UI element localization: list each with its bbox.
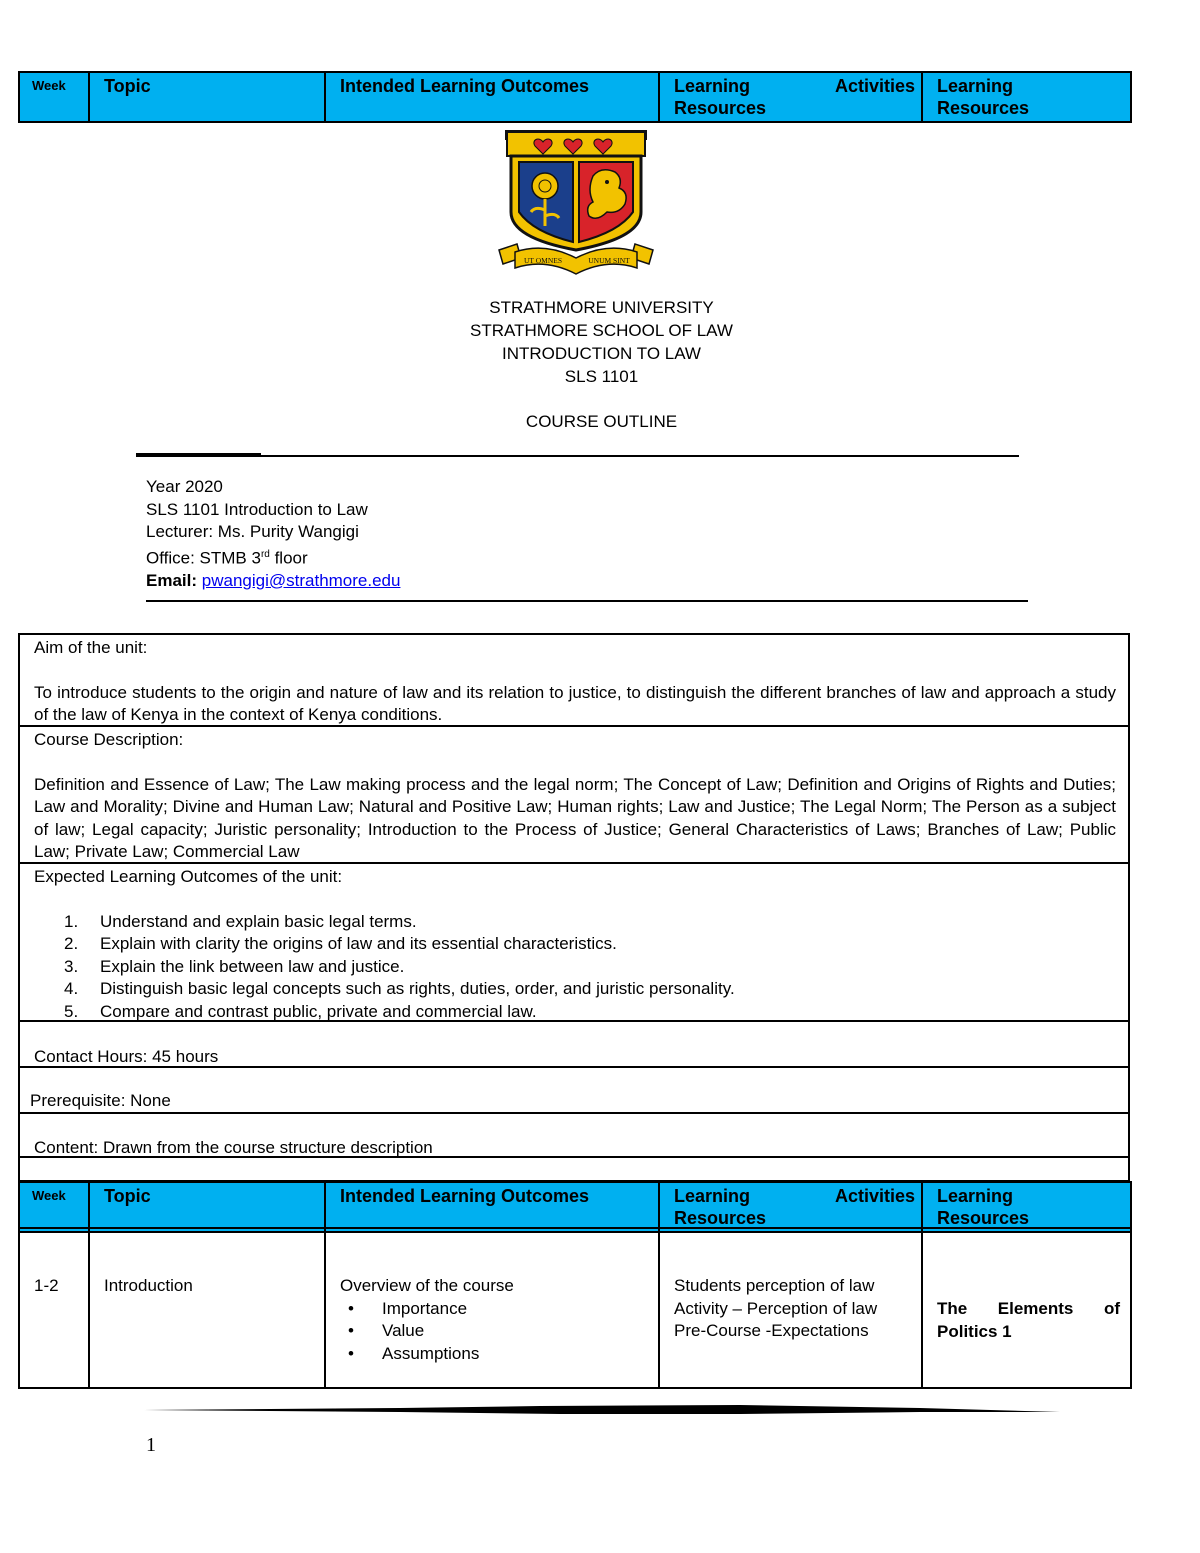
list-item: 3. Explain the link between law and justice. xyxy=(64,956,405,976)
aim-text: To introduce students to the origin and nature of law and its relation to justice, to distinguish the different branches of law and approach a study of the law of Kenya in the context of Kenya conditions. xyxy=(34,682,1116,725)
outcomes-section xyxy=(20,864,1128,1022)
title-block xyxy=(0,296,1200,433)
document-type: COURSE OUTLINE xyxy=(525,412,678,431)
header-table-schedule xyxy=(18,1181,1132,1233)
page-number: 1 xyxy=(146,1434,156,1456)
col-topic: Topic xyxy=(89,1182,325,1232)
description-text: Definition and Essence of Law; The Law making process and the legal norm; The Concept of Law; Definition and Origins of Rights and Duties; Law and Morality; Divine and Human Law; Natural and Positive Law; Human rights; Law and Justice; The Legal Norm; The Person as a subject of law; Legal capacity; Juristic personality; Introduction to the Process of Justice; General Characteristics of Laws; Branches of Law; Public Law; Private Law; Commercial Law xyxy=(34,774,1116,862)
course-line: SLS 1101 Introduction to Law xyxy=(146,499,368,519)
year: Year 2020 xyxy=(146,477,223,496)
table-row xyxy=(19,1228,1131,1388)
description-section xyxy=(20,727,1128,864)
spacer-row xyxy=(18,1156,1130,1182)
col-resources: Learning Resources xyxy=(922,1182,1131,1232)
prerequisite: Prerequisite: None xyxy=(30,1091,171,1110)
col-activities: Learning Activities Resources xyxy=(659,1182,922,1232)
school-name: STRATHMORE SCHOOL OF LAW xyxy=(470,321,733,340)
row-topic: Introduction xyxy=(89,1228,325,1388)
university-crest-logo xyxy=(497,126,655,278)
svg-text:UNUM SINT: UNUM SINT xyxy=(588,256,630,265)
list-item: • Assumptions xyxy=(340,1343,646,1366)
contact-hours: Contact Hours: 45 hours xyxy=(34,1047,219,1066)
aim-heading: Aim of the unit: xyxy=(34,638,148,657)
list-item: 2. Explain with clarity the origins of law and its essential characteristics. xyxy=(64,934,617,954)
row-outcomes: Overview of the course • Importance • Value • Assumptions xyxy=(325,1228,659,1388)
row-week: 1-2 xyxy=(19,1228,89,1388)
email-link[interactable]: pwangigi@strathmore.edu xyxy=(201,570,401,590)
divider xyxy=(146,600,1028,602)
outcomes-list xyxy=(34,911,1116,1024)
footer-divider xyxy=(140,1400,1064,1420)
description-heading: Course Description: xyxy=(34,730,184,749)
header-table-top xyxy=(18,71,1132,123)
contact-hours-section xyxy=(20,1022,1128,1068)
prerequisite-section xyxy=(20,1068,1128,1114)
list-item: • Importance xyxy=(340,1298,646,1321)
course-code: SLS 1101 xyxy=(564,367,639,386)
office: Office: STMB 3rd floor xyxy=(146,548,308,568)
course-info xyxy=(146,476,400,592)
svg-text:UT OMNES: UT OMNES xyxy=(524,256,562,265)
content-section xyxy=(20,1114,1128,1160)
course-details-box xyxy=(18,633,1130,1158)
col-resources: Learning Resources xyxy=(922,72,1131,122)
col-week: Week xyxy=(19,1182,89,1232)
row-resources: The Elements of Politics 1 xyxy=(922,1228,1131,1388)
divider xyxy=(136,455,1019,457)
content: Content: Drawn from the course structure description xyxy=(34,1138,433,1157)
col-activities: Learning Activities Resources xyxy=(659,72,922,122)
col-outcomes: Intended Learning Outcomes xyxy=(325,72,659,122)
university-name: STRATHMORE UNIVERSITY xyxy=(489,298,714,317)
list-item: 4. Distinguish basic legal concepts such as rights, duties, order, and juristic personality. xyxy=(64,979,735,999)
col-topic: Topic xyxy=(89,72,325,122)
course-name: INTRODUCTION TO LAW xyxy=(502,344,701,363)
col-week: Week xyxy=(19,72,89,122)
row-activities: Students perception of law Activity – Perception of law Pre-Course -Expectations xyxy=(659,1228,922,1388)
schedule-table xyxy=(18,1227,1132,1389)
list-item: 5. Compare and contrast public, private and commercial law. xyxy=(64,1001,537,1021)
list-item: 1. Understand and explain basic legal terms. xyxy=(64,911,417,931)
lecturer: Lecturer: Ms. Purity Wangigi xyxy=(146,522,359,541)
outcomes-heading: Expected Learning Outcomes of the unit: xyxy=(34,867,343,886)
col-outcomes: Intended Learning Outcomes xyxy=(325,1182,659,1232)
email-row: Email: pwangigi@strathmore.edu xyxy=(146,570,401,590)
aim-section xyxy=(20,635,1128,727)
list-item: • Value xyxy=(340,1320,646,1343)
